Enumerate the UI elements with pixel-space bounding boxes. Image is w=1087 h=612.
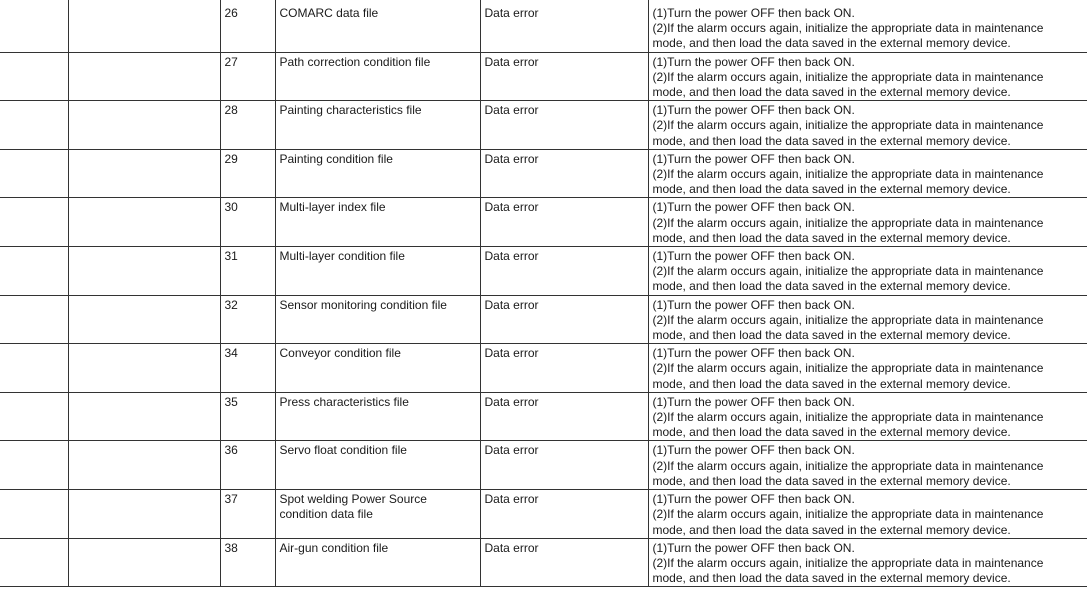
alarm-subcode-cell: 37	[220, 490, 275, 539]
empty-cell	[68, 52, 220, 101]
alarm-subcode-cell: 31	[220, 247, 275, 296]
alarm-subcode-cell: 38	[220, 538, 275, 587]
data-file-name-cell: Sensor monitoring condition file	[275, 295, 480, 344]
remedy-line: (1)Turn the power OFF then back ON.	[652, 54, 855, 69]
table-row	[0, 198, 1087, 247]
remedy-cell	[648, 247, 1087, 296]
data-file-name-cell: Multi-layer condition file	[275, 247, 480, 296]
data-file-name-cell: Painting condition file	[275, 149, 480, 198]
empty-cell	[0, 101, 68, 150]
table-row	[0, 490, 1087, 539]
remedy-line: (2)If the alarm occurs again, initialize the appropriate data in maintenance	[652, 264, 1044, 279]
table-row	[0, 441, 1087, 490]
empty-cell	[68, 490, 220, 539]
remedy-cell	[648, 441, 1087, 490]
empty-cell	[68, 344, 220, 393]
remedy-line: (1)Turn the power OFF then back ON.	[652, 151, 855, 166]
remedy-cell	[648, 52, 1087, 101]
empty-cell	[0, 392, 68, 441]
alarm-subcode-cell: 30	[220, 198, 275, 247]
remedy-line: (1)Turn the power OFF then back ON.	[652, 249, 855, 264]
error-type-cell: Data error	[480, 52, 648, 101]
error-type-cell: Data error	[480, 198, 648, 247]
data-file-name-cell: Painting characteristics file	[275, 101, 480, 150]
data-file-name-cell: Servo float condition file	[275, 441, 480, 490]
remedy-cell	[648, 198, 1087, 247]
error-type-cell: Data error	[480, 538, 648, 587]
empty-cell	[68, 0, 220, 52]
remedy-line: mode, and then load the data saved in the external memory device.	[652, 133, 1011, 148]
remedy-line: (2)If the alarm occurs again, initialize the appropriate data in maintenance	[652, 167, 1044, 182]
alarm-subcode-cell: 36	[220, 441, 275, 490]
empty-cell	[68, 441, 220, 490]
table-row	[0, 538, 1087, 587]
remedy-line: (1)Turn the power OFF then back ON.	[652, 297, 855, 312]
alarm-subcode-cell: 35	[220, 392, 275, 441]
empty-cell	[0, 149, 68, 198]
remedy-line: mode, and then load the data saved in the external memory device.	[652, 425, 1011, 440]
remedy-line: mode, and then load the data saved in the external memory device.	[652, 230, 1011, 245]
data-file-name-cell: Press characteristics file	[275, 392, 480, 441]
alarm-subcode-cell: 34	[220, 344, 275, 393]
empty-cell	[0, 538, 68, 587]
empty-cell	[0, 52, 68, 101]
empty-cell	[68, 247, 220, 296]
table-row	[0, 344, 1087, 393]
data-file-name-cell: Air-gun condition file	[275, 538, 480, 587]
remedy-line: (2)If the alarm occurs again, initialize the appropriate data in maintenance	[652, 555, 1044, 570]
error-type-cell: Data error	[480, 490, 648, 539]
remedy-line: mode, and then load the data saved in the external memory device.	[652, 328, 1011, 343]
remedy-line: (2)If the alarm occurs again, initialize the appropriate data in maintenance	[652, 361, 1044, 376]
remedy-line: (1)Turn the power OFF then back ON.	[652, 540, 855, 555]
data-file-name-cell: Path correction condition file	[275, 52, 480, 101]
remedy-line: mode, and then load the data saved in the external memory device.	[652, 182, 1011, 197]
table-row	[0, 101, 1087, 150]
table-row	[0, 52, 1087, 101]
remedy-line: (1)Turn the power OFF then back ON.	[652, 6, 855, 20]
remedy-line: (2)If the alarm occurs again, initialize the appropriate data in maintenance	[652, 215, 1044, 230]
remedy-line: mode, and then load the data saved in the external memory device.	[652, 376, 1011, 391]
alarm-subcode-cell: 27	[220, 52, 275, 101]
alarm-subcode-cell: 29	[220, 149, 275, 198]
empty-cell	[68, 198, 220, 247]
empty-cell	[0, 490, 68, 539]
empty-cell	[0, 247, 68, 296]
remedy-line: (1)Turn the power OFF then back ON.	[652, 394, 855, 409]
remedy-cell	[648, 490, 1087, 539]
alarm-subcode-cell: 32	[220, 295, 275, 344]
error-type-cell: Data error	[480, 344, 648, 393]
data-file-name-cell: COMARC data file	[275, 0, 480, 52]
table-row	[0, 149, 1087, 198]
remedy-line: (2)If the alarm occurs again, initialize the appropriate data in maintenance	[652, 69, 1044, 84]
error-type-cell: Data error	[480, 0, 648, 52]
remedy-line: mode, and then load the data saved in the external memory device.	[652, 85, 1011, 100]
remedy-line: (2)If the alarm occurs again, initialize the appropriate data in maintenance	[652, 458, 1044, 473]
empty-cell	[0, 198, 68, 247]
alarm-subcode-cell: 28	[220, 101, 275, 150]
remedy-line: (1)Turn the power OFF then back ON.	[652, 103, 855, 118]
empty-cell	[68, 101, 220, 150]
error-type-cell: Data error	[480, 392, 648, 441]
remedy-cell	[648, 0, 1087, 52]
empty-cell	[68, 392, 220, 441]
table-row	[0, 295, 1087, 344]
remedy-cell	[648, 101, 1087, 150]
error-type-cell: Data error	[480, 441, 648, 490]
remedy-line: (2)If the alarm occurs again, initialize the appropriate data in maintenance	[652, 507, 1044, 522]
remedy-cell	[648, 392, 1087, 441]
remedy-line: mode, and then load the data saved in the external memory device.	[652, 522, 1011, 537]
empty-cell	[68, 538, 220, 587]
remedy-line: mode, and then load the data saved in the external memory device.	[652, 36, 1011, 51]
empty-cell	[0, 0, 68, 52]
table-row	[0, 0, 1087, 52]
alarm-subcode-cell: 26	[220, 0, 275, 52]
empty-cell	[0, 441, 68, 490]
remedy-line: (1)Turn the power OFF then back ON.	[652, 492, 855, 507]
empty-cell	[0, 295, 68, 344]
table-row	[0, 247, 1087, 296]
remedy-cell	[648, 149, 1087, 198]
remedy-cell	[648, 295, 1087, 344]
error-type-cell: Data error	[480, 149, 648, 198]
data-file-name-cell: Conveyor condition file	[275, 344, 480, 393]
error-type-cell: Data error	[480, 101, 648, 150]
empty-cell	[0, 344, 68, 393]
remedy-line: (1)Turn the power OFF then back ON.	[652, 200, 855, 215]
table-row	[0, 392, 1087, 441]
remedy-line: (2)If the alarm occurs again, initialize the appropriate data in maintenance	[652, 312, 1044, 327]
remedy-line: (2)If the alarm occurs again, initialize the appropriate data in maintenance	[652, 21, 1044, 36]
empty-cell	[68, 149, 220, 198]
remedy-line: (2)If the alarm occurs again, initialize the appropriate data in maintenance	[652, 410, 1044, 425]
data-file-name-cell: Multi-layer index file	[275, 198, 480, 247]
empty-cell	[68, 295, 220, 344]
remedy-line: mode, and then load the data saved in the external memory device.	[652, 279, 1011, 294]
remedy-line: mode, and then load the data saved in the external memory device.	[652, 571, 1011, 586]
remedy-line: mode, and then load the data saved in the external memory device.	[652, 473, 1011, 488]
error-type-cell: Data error	[480, 295, 648, 344]
remedy-line: (2)If the alarm occurs again, initialize the appropriate data in maintenance	[652, 118, 1044, 133]
remedy-cell	[648, 344, 1087, 393]
remedy-line: (1)Turn the power OFF then back ON.	[652, 443, 855, 458]
remedy-cell	[648, 538, 1087, 587]
remedy-line: (1)Turn the power OFF then back ON.	[652, 346, 855, 361]
data-file-name-cell: Spot welding Power Source condition data file	[275, 490, 480, 539]
error-type-cell: Data error	[480, 247, 648, 296]
